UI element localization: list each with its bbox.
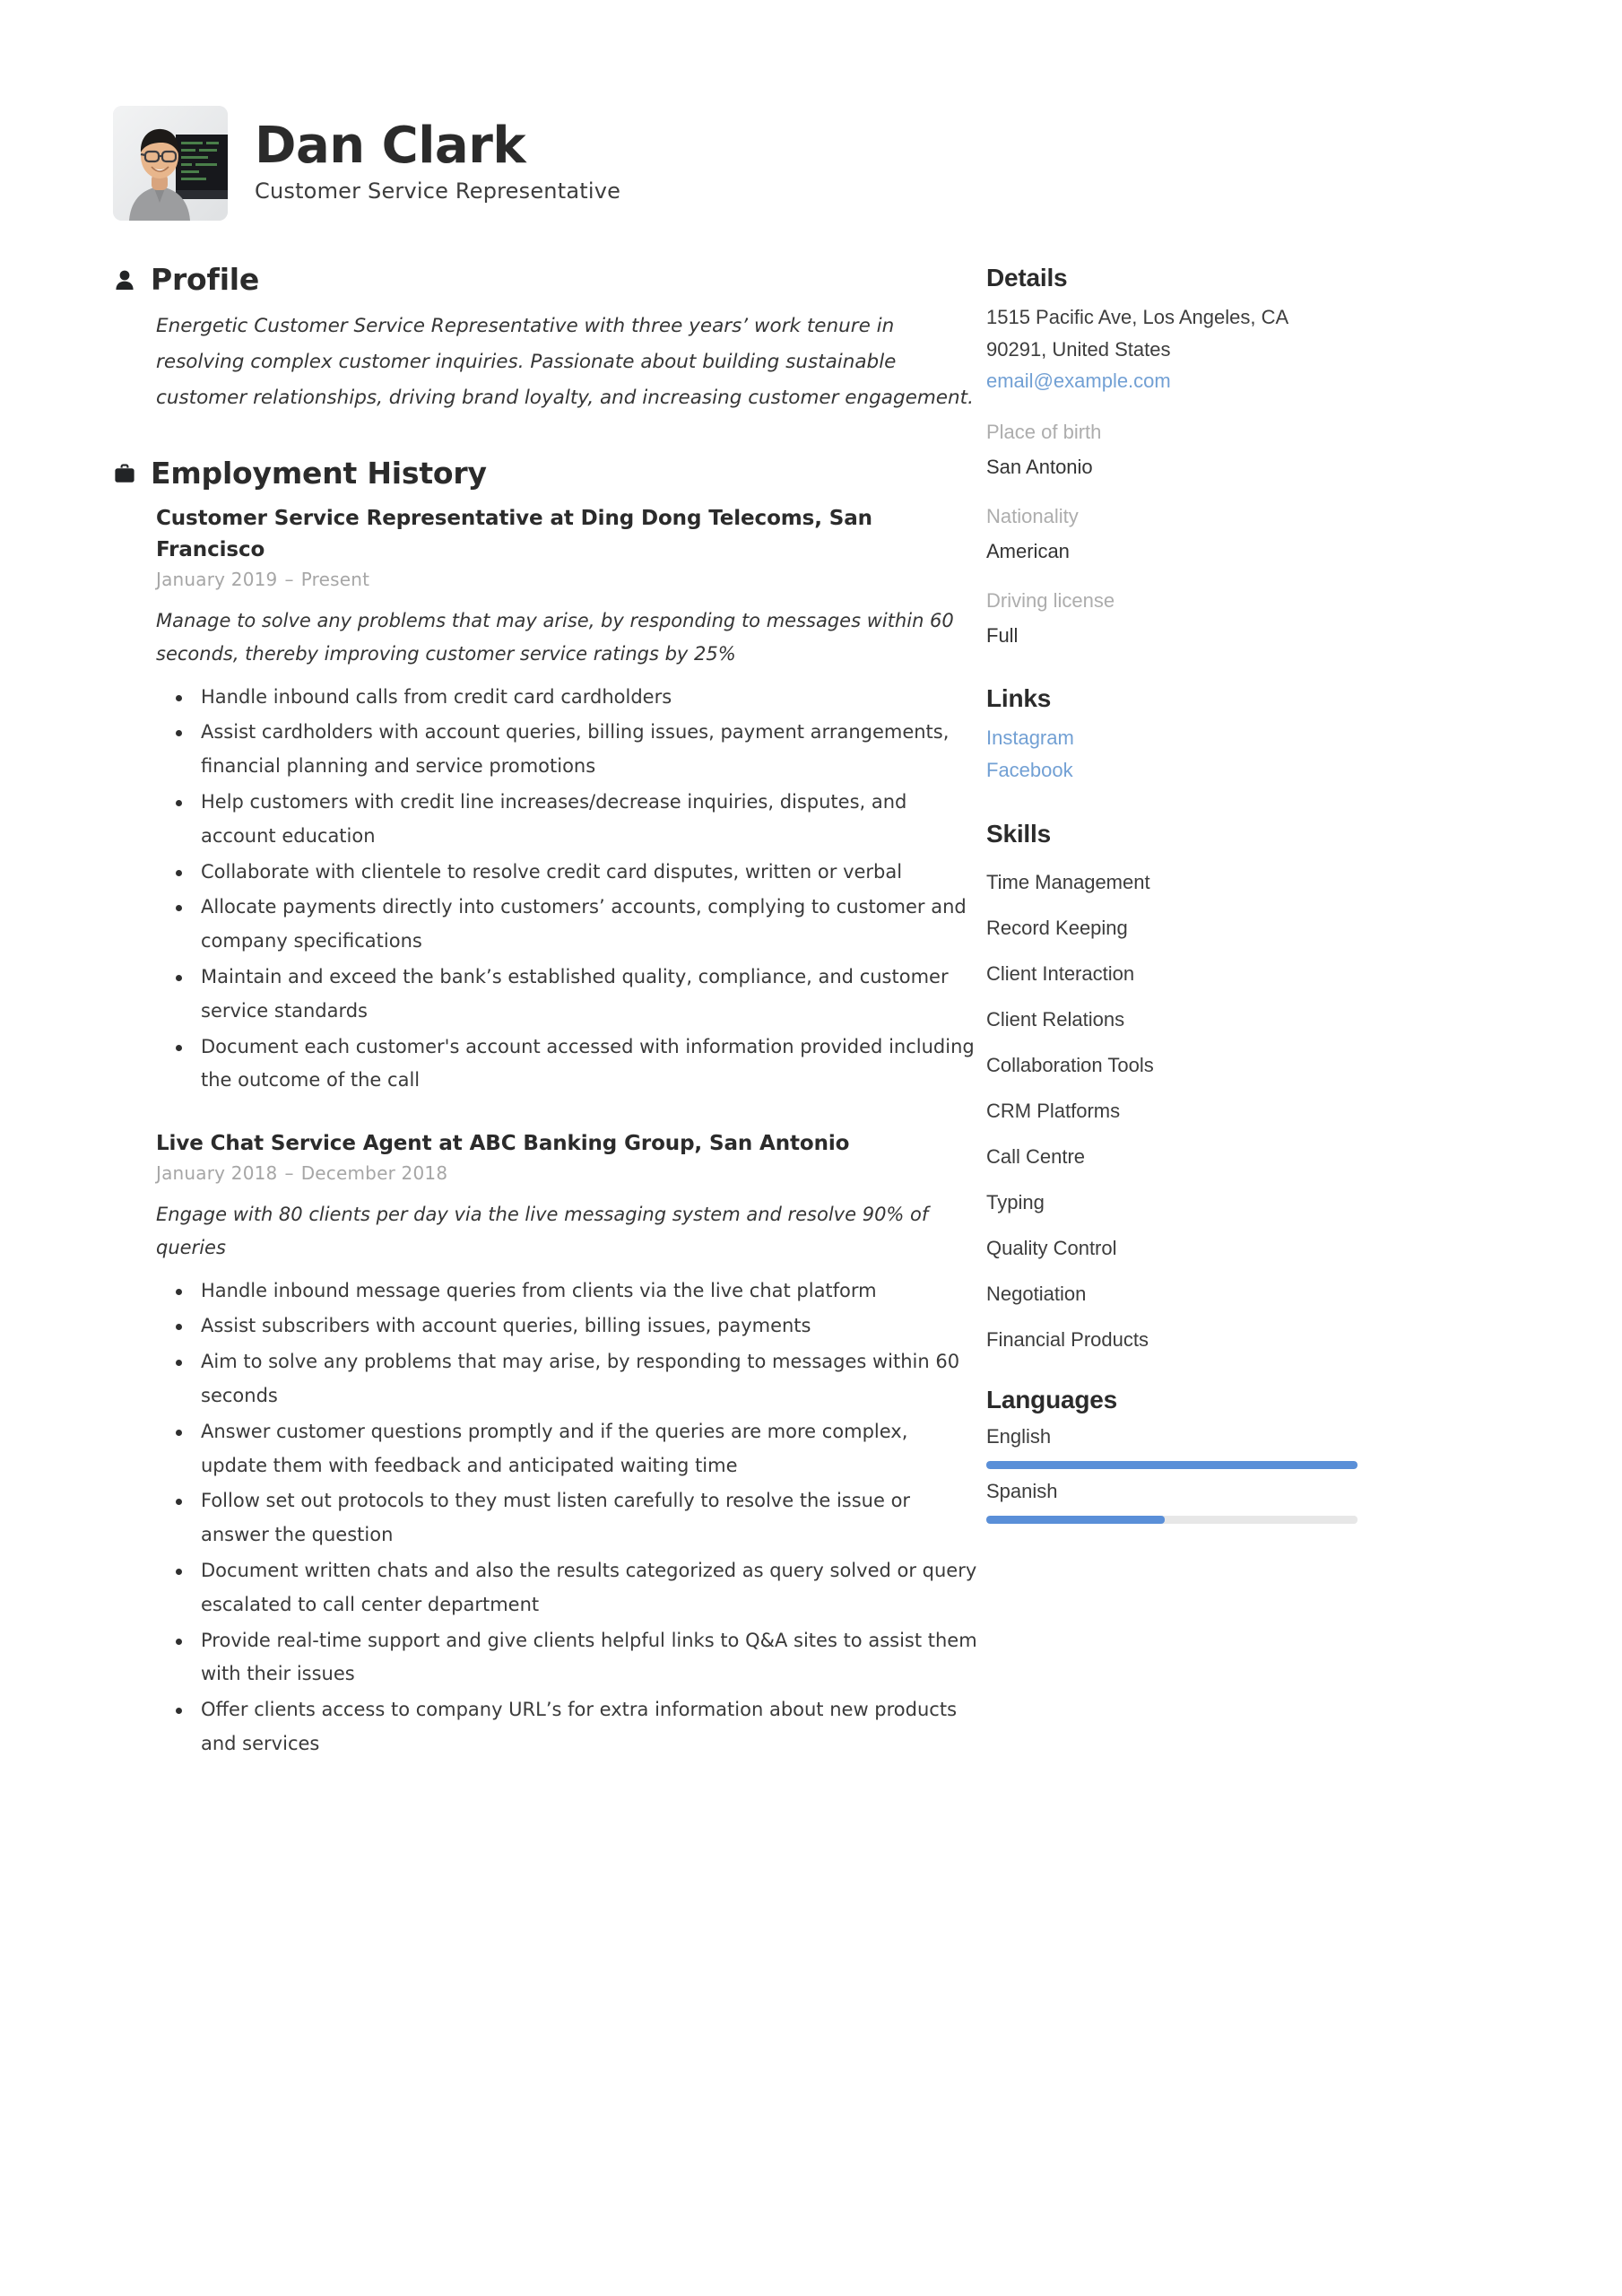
jobs-list xyxy=(113,503,977,1761)
job-heading: Customer Service Representative at Ding Dong Telecoms, San Francisco xyxy=(156,506,872,562)
language-name: English xyxy=(986,1425,1052,1448)
job-dates xyxy=(156,1162,977,1184)
detail-label-driving-license: Driving license xyxy=(986,588,1115,612)
detail-value-driving-license: Full xyxy=(986,623,1019,647)
date-separator: – xyxy=(284,1161,294,1184)
job-entry xyxy=(156,1128,977,1761)
list-item: Assist cardholders with account queries, billing issues, payment arrangements, financial planning and service promotions xyxy=(201,716,977,784)
details-title: Details xyxy=(986,264,1068,291)
job-description: Engage with 80 clients per day via the live messaging system and resolve 90% of queries xyxy=(156,1203,929,1259)
list-item: Follow set out protocols to they must listen carefully to resolve the issue or answer the question xyxy=(201,1484,977,1552)
language-level-fill xyxy=(986,1461,1357,1469)
list-item: Document each customer's account accessed with information provided including the outcome of the call xyxy=(201,1031,977,1099)
sidebar xyxy=(977,264,1399,1524)
date-separator: – xyxy=(284,568,294,590)
list-item: Document written chats and also the results categorized as query solved or query escalated to call center department xyxy=(201,1554,977,1622)
list-item: Provide real-time support and give clients helpful links to Q&A sites to assist them with their issues xyxy=(201,1624,977,1692)
sidebar-section-languages xyxy=(986,1386,1399,1524)
skill-item: Collaboration Tools xyxy=(986,1054,1154,1077)
detail-value-place-of-birth: San Antonio xyxy=(986,455,1093,478)
skill-item: Record Keeping xyxy=(986,917,1128,940)
list-item: Handle inbound calls from credit card cardholders xyxy=(201,681,977,715)
address-line-2: 90291, United States xyxy=(986,337,1171,361)
sidebar-section-details xyxy=(986,264,1399,650)
job-bullet-list xyxy=(156,681,977,1099)
job-end-date: Present xyxy=(300,568,370,590)
list-item: Collaborate with clientele to resolve credit card disputes, written or verbal xyxy=(201,856,977,890)
name-block xyxy=(255,116,621,207)
skill-item: Client Interaction xyxy=(986,962,1135,986)
job-entry xyxy=(156,503,977,1099)
profile-section-title: Profile xyxy=(151,262,260,297)
language-level-track xyxy=(986,1461,1357,1469)
links-title: Links xyxy=(986,683,1052,712)
email-link[interactable]: email@example.com xyxy=(986,370,1171,393)
job-end-date: December 2018 xyxy=(300,1161,448,1184)
skill-item: Time Management xyxy=(986,871,1150,894)
resume-body xyxy=(0,221,1622,1763)
languages-title: Languages xyxy=(986,1386,1118,1414)
language-name: Spanish xyxy=(986,1480,1058,1503)
list-item: Aim to solve any problems that may arise, by responding to messages within 60 seconds xyxy=(201,1345,977,1413)
job-heading: Live Chat Service Agent at ABC Banking Group, San Antonio xyxy=(156,1132,850,1156)
list-item: Maintain and exceed the bank’s established quality, compliance, and customer service standards xyxy=(201,961,977,1029)
job-start-date: January 2019 xyxy=(156,568,278,590)
job-bullet-list xyxy=(156,1274,977,1761)
profile-section-header xyxy=(113,264,977,296)
list-item: Answer customer questions promptly and if the queries are more complex, update them with feedback and anticipated waiting time xyxy=(201,1415,977,1483)
skill-item: Client Relations xyxy=(986,1008,1125,1031)
detail-label-place-of-birth: Place of birth xyxy=(986,420,1102,443)
skill-item: Financial Products xyxy=(986,1328,1149,1352)
link-instagram[interactable]: Instagram xyxy=(986,726,1074,749)
page-title: Dan Clark xyxy=(255,116,526,175)
address-line-1: 1515 Pacific Ave, Los Angeles, CA xyxy=(986,306,1289,328)
language-item xyxy=(986,1480,1399,1524)
header-job-title: Customer Service Representative xyxy=(255,178,621,204)
detail-label-nationality: Nationality xyxy=(986,504,1079,527)
employment-section-header xyxy=(113,457,977,490)
list-item: Handle inbound message queries from clients via the live chat platform xyxy=(201,1274,977,1309)
sidebar-section-skills xyxy=(986,820,1399,1352)
language-level-track xyxy=(986,1516,1357,1524)
job-dates xyxy=(156,569,977,590)
skill-item: Negotiation xyxy=(986,1283,1087,1306)
skill-item: Call Centre xyxy=(986,1145,1086,1169)
briefcase-icon xyxy=(113,460,136,487)
profile-summary: Energetic Customer Service Representative with three years’ work tenure in resolving complex customer inquiries. Passionate about building sustainable customer relationships, driving brand loyalty, and increasing customer engagement. xyxy=(156,315,974,410)
list-item: Offer clients access to company URL’s for extra information about new products and services xyxy=(201,1693,977,1761)
skills-title: Skills xyxy=(986,820,1051,848)
language-level-fill xyxy=(986,1516,1165,1524)
skill-item: Typing xyxy=(986,1191,1045,1214)
job-start-date: January 2018 xyxy=(156,1161,278,1184)
avatar xyxy=(113,106,228,221)
resume-header xyxy=(0,0,1622,221)
main-column xyxy=(0,264,977,1763)
employment-section-title: Employment History xyxy=(151,456,487,491)
skill-item: Quality Control xyxy=(986,1237,1117,1260)
link-facebook[interactable]: Facebook xyxy=(986,758,1073,781)
language-item xyxy=(986,1425,1399,1469)
section-profile xyxy=(113,264,977,416)
list-item: Assist subscribers with account queries, billing issues, payments xyxy=(201,1309,977,1344)
detail-value-nationality: American xyxy=(986,539,1070,562)
job-description: Manage to solve any problems that may arise, by responding to messages within 60 seconds, thereby improving customer service ratings by 25% xyxy=(156,609,954,665)
sidebar-section-links xyxy=(986,684,1399,786)
person-icon xyxy=(113,266,136,293)
profile-photo-illustration xyxy=(113,106,228,221)
skill-item: CRM Platforms xyxy=(986,1100,1121,1123)
list-item: Allocate payments directly into customers’ accounts, complying to customer and company specifications xyxy=(201,891,977,959)
section-employment-history xyxy=(113,457,977,1761)
list-item: Help customers with credit line increases/decrease inquiries, disputes, and account education xyxy=(201,786,977,854)
